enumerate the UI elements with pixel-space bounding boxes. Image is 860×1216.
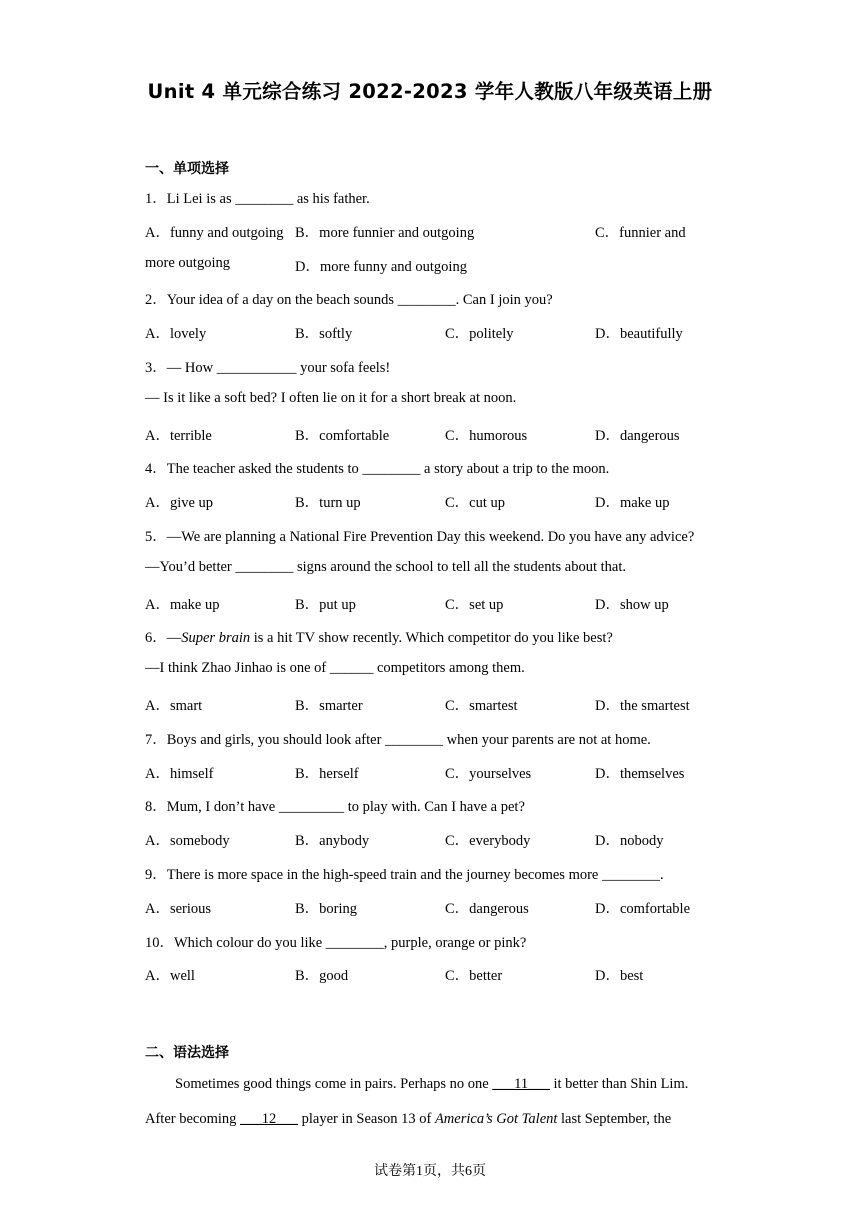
q5-option-b: B．put up [295,597,356,613]
q10-option-d: D．best [595,968,644,984]
q5-option-a: A．make up [145,597,220,613]
passage-text: last September, the [557,1111,672,1127]
q9-option-c: C．dangerous [445,901,529,917]
page-title: Unit 4 单元综合练习 2022-2023 学年人教版八年级英语上册 [147,80,713,103]
question-6-stem-reply: —I think Zhao Jinhao is one of ______ competitors among them. [145,660,525,676]
q9-option-b: B．boring [295,901,358,917]
q6-stem-pre: 6．— [145,630,182,646]
q1-option-a: A．funny and outgoing [145,225,284,241]
q7-option-a: A．himself [145,766,214,782]
question-6-stem [145,626,613,647]
q2-option-c: C．politely [445,326,514,342]
page-footer: 试卷第1页，共6页 [374,1164,486,1179]
q9-option-a: A．serious [145,901,212,917]
passage-line-2 [145,1111,720,1128]
q7-option-c: C．yourselves [445,766,532,782]
q8-option-b: B．anybody [295,833,370,849]
question-9-stem: 9．There is more space in the high-speed train and the journey becomes more ________. [145,867,664,883]
question-7-stem: 7．Boys and girls, you should look after ________ when your parents are not at home. [145,732,651,748]
question-8-stem: 8．Mum, I don’t have _________ to play with. Can I have a pet? [145,799,525,815]
passage-text: Sometimes good things come in pairs. Perhaps no one [175,1076,493,1092]
q8-option-c: C．everybody [445,833,531,849]
question-2-stem: 2．Your idea of a day on the beach sounds ________. Can I join you? [145,292,553,308]
q1-option-c: C．funnier and [595,225,686,241]
q2-option-a: A．lovely [145,326,207,342]
q3-option-a: A．terrible [145,428,212,444]
blank-12: ___12___ [240,1111,299,1127]
q4-option-c: C．cut up [445,495,506,511]
section-heading-single-choice: 一、单项选择 [145,161,229,177]
q2-option-b: B．softly [295,326,353,342]
q3-option-c: C．humorous [445,428,528,444]
q3-option-d: D．dangerous [595,428,680,444]
q7-option-b: B．herself [295,766,359,782]
blank-11: ___11___ [492,1076,550,1092]
q6-option-d: D．the smartest [595,698,690,714]
q10-option-c: C．better [445,968,503,984]
q10-option-b: B．good [295,968,349,984]
q5-option-c: C．set up [445,597,504,613]
q7-option-d: D．themselves [595,766,685,782]
q6-option-c: C．smartest [445,698,518,714]
q8-option-d: D．nobody [595,833,664,849]
q4-option-a: A．give up [145,495,214,511]
passage-line-1 [145,1076,720,1093]
q4-option-d: D．make up [595,495,670,511]
passage-text: After becoming [145,1111,241,1127]
show-title: America’s Got Talent [434,1111,558,1127]
q6-show-title: Super brain [181,630,251,646]
section-heading-grammar-choice: 二、语法选择 [145,1045,229,1061]
question-5-stem-reply: —You’d better ________ signs around the school to tell all the students about that. [145,559,626,575]
q10-option-a: A．well [145,968,195,984]
q1-option-b: B．more funnier and outgoing [295,225,475,241]
q6-option-b: B．smarter [295,698,363,714]
question-1-stem: 1．Li Lei is as ________ as his father. [145,191,370,207]
passage-text: player in Season 13 of [298,1111,435,1127]
q9-option-d: D．comfortable [595,901,691,917]
q5-option-d: D．show up [595,597,669,613]
question-10-stem: 10．Which colour do you like ________, purple, orange or pink? [145,935,527,951]
question-4-stem: 4．The teacher asked the students to ________ a story about a trip to the moon. [145,461,610,477]
q6-option-a: A．smart [145,698,203,714]
question-3-stem-reply: — Is it like a soft bed? I often lie on it for a short break at noon. [145,390,517,406]
passage-text: it better than Shin Lim. [549,1076,689,1092]
q6-stem-post: is a hit TV show recently. Which competitor do you like best? [250,630,613,646]
q3-option-b: B．comfortable [295,428,390,444]
q1-option-c-wrap: more outgoing [145,255,230,271]
q1-option-d: D．more funny and outgoing [295,259,467,275]
q2-option-d: D．beautifully [595,326,683,342]
q8-option-a: A．somebody [145,833,230,849]
q4-option-b: B．turn up [295,495,361,511]
question-3-stem: 3．— How ___________ your sofa feels! [145,360,391,376]
question-5-stem: 5．—We are planning a National Fire Prevention Day this weekend. Do you have any advice? [145,529,695,545]
